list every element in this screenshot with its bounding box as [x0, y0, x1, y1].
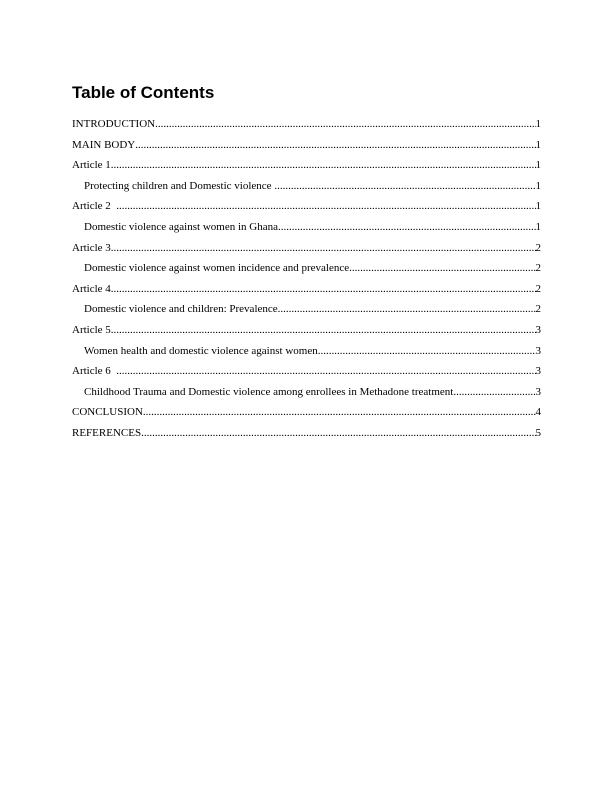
toc-entry-label: Domestic violence and children: Prevalence — [84, 303, 278, 316]
toc-subentry-children-prevalence[interactable] — [72, 302, 541, 323]
toc-entry-main-body[interactable] — [72, 138, 541, 159]
toc-entry-article-1[interactable] — [72, 158, 541, 179]
toc-dot-leader — [453, 385, 535, 399]
toc-page-number: 1 — [535, 179, 541, 192]
toc-entry-label: Domestic violence against women in Ghana — [84, 220, 278, 233]
toc-dot-leader — [111, 282, 536, 296]
toc-dot-leader — [111, 241, 536, 255]
toc-entry-article-5[interactable] — [72, 323, 541, 344]
toc-list — [72, 117, 541, 447]
toc-dot-leader — [155, 117, 535, 131]
toc-entry-label: Protecting children and Domestic violence — [84, 179, 275, 192]
toc-subentry-incidence-prevalence[interactable] — [72, 261, 541, 282]
toc-page-number: 3 — [535, 385, 541, 398]
toc-dot-leader — [116, 364, 535, 378]
toc-entry-label: Article 1 — [72, 159, 111, 172]
toc-page-number: 4 — [535, 406, 541, 419]
toc-page-number: 3 — [535, 365, 541, 378]
toc-heading: Table of Contents — [72, 83, 215, 102]
toc-entry-conclusion[interactable] — [72, 405, 541, 426]
toc-dot-leader — [141, 426, 535, 440]
toc-entry-references[interactable] — [72, 426, 541, 447]
toc-dot-leader — [143, 405, 536, 419]
toc-dot-leader — [349, 261, 535, 275]
toc-entry-label: CONCLUSION — [72, 406, 143, 419]
toc-entry-label: Article 2 — [72, 200, 117, 213]
toc-entry-label: Childhood Trauma and Domestic violence among enrollees in Methadone treatment — [84, 385, 454, 398]
toc-dot-leader — [278, 220, 536, 234]
toc-subentry-childhood-trauma[interactable] — [72, 385, 541, 406]
toc-entry-label: Domestic violence against women incidence and prevalence — [84, 262, 350, 275]
toc-entry-label: Article 3 — [72, 241, 111, 254]
toc-subentry-women-health[interactable] — [72, 344, 541, 365]
toc-dot-leader — [111, 158, 536, 172]
toc-page-number: 1 — [535, 118, 541, 130]
toc-page-number: 1 — [535, 200, 541, 213]
toc-entry-label: Article 4 — [72, 282, 111, 295]
toc-page-number: 2 — [535, 282, 541, 295]
toc-page-number: 5 — [535, 426, 541, 439]
toc-dot-leader — [135, 138, 535, 152]
toc-entry-label: INTRODUCTION — [72, 118, 156, 130]
toc-page-number: 1 — [535, 220, 541, 233]
toc-page-number: 1 — [535, 159, 541, 172]
toc-entry-introduction[interactable] — [72, 117, 541, 138]
toc-dot-leader — [116, 199, 535, 213]
toc-entry-label: Article 5 — [72, 323, 111, 336]
toc-dot-leader — [278, 302, 536, 316]
toc-entry-label: MAIN BODY — [72, 138, 136, 151]
toc-page-number: 1 — [535, 138, 541, 151]
toc-dot-leader — [111, 323, 536, 337]
toc-dot-leader — [274, 179, 535, 193]
toc-page-number: 3 — [535, 344, 541, 357]
toc-page-number: 2 — [535, 241, 541, 254]
toc-entry-article-3[interactable] — [72, 241, 541, 262]
toc-entry-article-4[interactable] — [72, 282, 541, 303]
toc-entry-article-2[interactable] — [72, 199, 541, 220]
toc-entry-label: REFERENCES — [72, 426, 142, 439]
toc-page-number: 2 — [535, 262, 541, 275]
toc-subentry-protecting-children[interactable] — [72, 179, 541, 200]
toc-entry-article-6[interactable] — [72, 364, 541, 385]
toc-page-number: 3 — [535, 323, 541, 336]
toc-page-number: 2 — [535, 303, 541, 316]
toc-dot-leader — [318, 344, 536, 358]
toc-entry-label: Article 6 — [72, 365, 117, 378]
toc-entry-label: Women health and domestic violence against women — [84, 344, 318, 357]
toc-subentry-violence-ghana[interactable] — [72, 220, 541, 241]
